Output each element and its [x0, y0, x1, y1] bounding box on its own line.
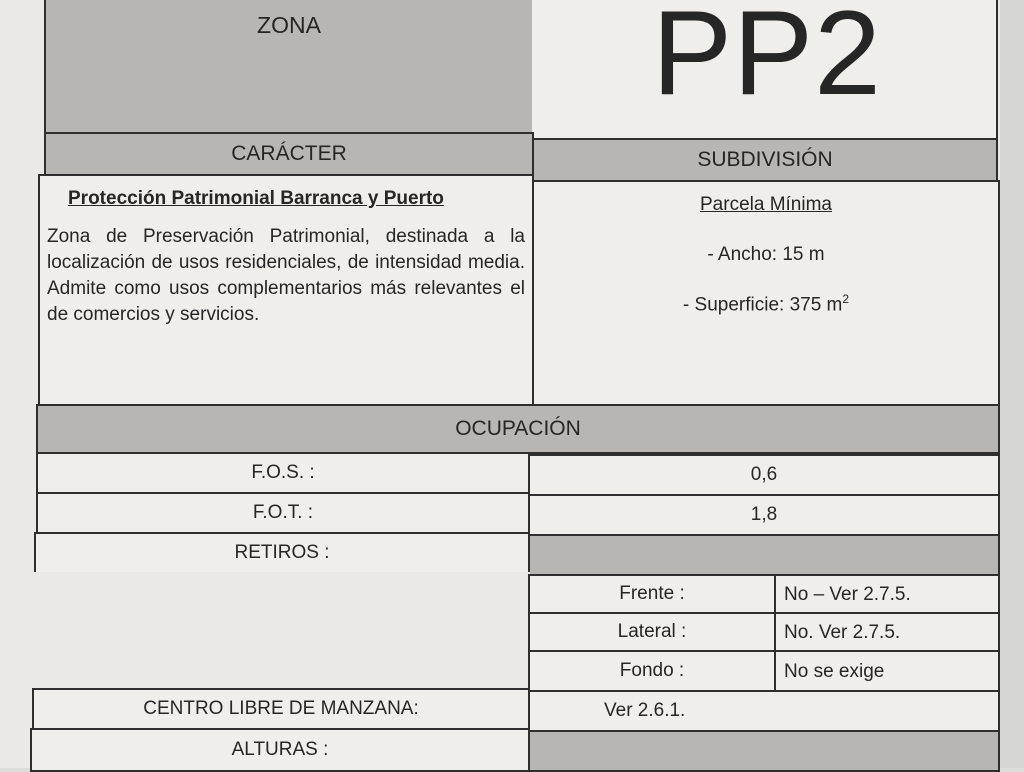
subdivision-superficie — [534, 292, 998, 316]
fondo-label: Fondo : — [528, 650, 776, 692]
zona-code-cell — [532, 0, 998, 138]
lateral-value: No. Ver 2.7.5. — [774, 612, 1000, 652]
caracter-header: CARÁCTER — [44, 132, 534, 176]
frente-value: No – Ver 2.7.5. — [774, 574, 1000, 614]
fos-value: 0,6 — [528, 454, 1000, 496]
retiros-value-cell — [528, 534, 1000, 576]
fondo-value: No se exige — [774, 650, 1000, 692]
ocupacion-header: OCUPACIÓN — [36, 404, 1000, 454]
subdivision-ancho: - Ancho: 15 m — [707, 244, 825, 265]
subdivision-title: Parcela Mínima — [700, 194, 832, 215]
subdivision-superficie-sup: 2 — [842, 292, 850, 306]
subdivision-superficie-text: - Superficie: 375 m — [682, 294, 843, 316]
alturas-label: ALTURAS : — [30, 728, 530, 772]
caracter-body — [38, 174, 534, 408]
lateral-label: Lateral : — [528, 612, 776, 652]
fot-label: F.O.T. : — [36, 492, 530, 534]
centro-value: Ver 2.6.1. — [528, 690, 1000, 732]
fot-value: 1,8 — [528, 494, 1000, 536]
zona-label: ZONA — [257, 12, 321, 38]
zona-code: PP2 — [652, 0, 882, 120]
subdivision-header: SUBDIVISIÓN — [532, 138, 998, 182]
caracter-description: Zona de Preservación Patrimonial, destinada a la localización de usos residenciales, de intensidad media. Admite como usos complementarios más relevantes el de comercios y servicios. — [47, 226, 525, 325]
alturas-value-cell — [528, 730, 1000, 772]
zona-cell — [44, 0, 534, 134]
fos-label: F.O.S. : — [36, 452, 530, 494]
subdivision-body — [532, 180, 1000, 410]
retiros-blank — [32, 572, 530, 692]
centro-label: CENTRO LIBRE DE MANZANA: — [32, 688, 530, 730]
retiros-label: RETIROS : — [34, 532, 530, 574]
page-edge — [1000, 0, 1024, 768]
frente-label: Frente : — [528, 574, 776, 614]
caracter-title: Protección Patrimonial Barranca y Puerto — [68, 188, 444, 209]
